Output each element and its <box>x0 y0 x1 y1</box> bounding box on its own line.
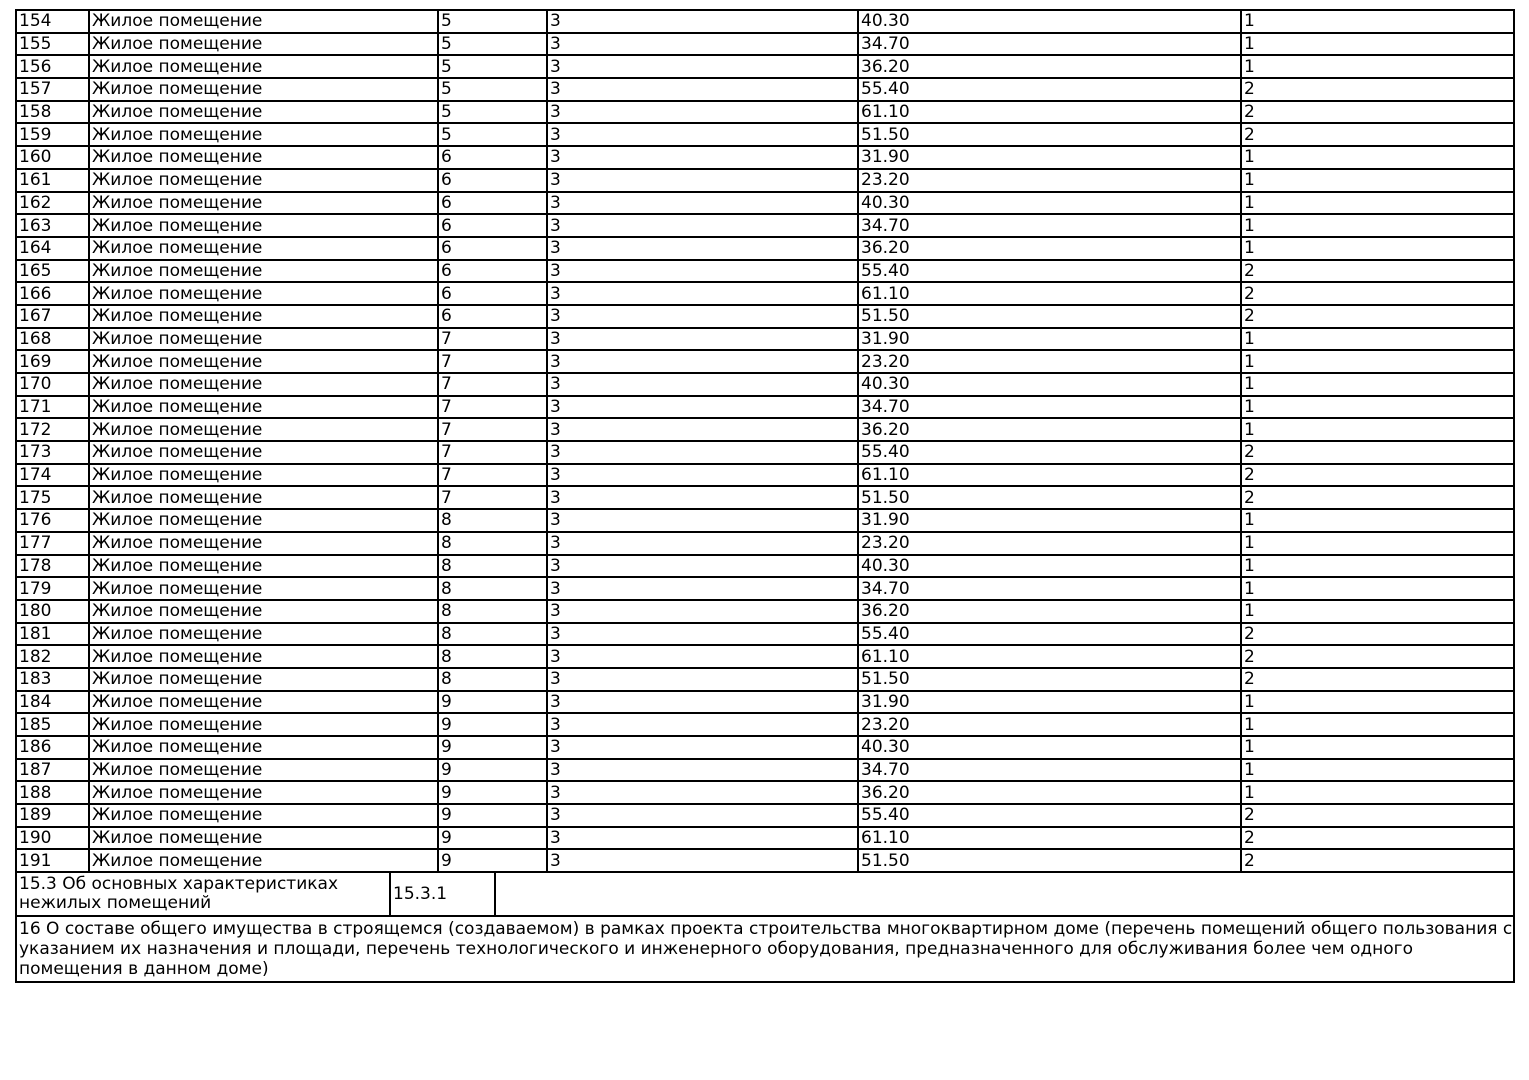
floor-cell: 5 <box>438 101 547 124</box>
entrance-cell: 3 <box>547 78 858 101</box>
entrance-cell: 3 <box>547 396 858 419</box>
floor-cell: 8 <box>438 577 547 600</box>
area-cell: 34.70 <box>858 759 1241 782</box>
area-cell: 51.50 <box>858 486 1241 509</box>
table-row <box>16 328 1514 351</box>
floor-cell: 7 <box>438 350 547 373</box>
unit-number-cell: 186 <box>16 736 89 759</box>
unit-number-cell: 162 <box>16 192 89 215</box>
unit-purpose-cell: Жилое помещение <box>89 214 438 237</box>
rooms-cell: 2 <box>1241 260 1514 283</box>
unit-number-cell: 156 <box>16 55 89 78</box>
unit-number-cell: 177 <box>16 532 89 555</box>
unit-number-cell: 176 <box>16 509 89 532</box>
unit-number-cell: 185 <box>16 713 89 736</box>
area-cell: 23.20 <box>858 350 1241 373</box>
table-row <box>16 396 1514 419</box>
unit-purpose-cell: Жилое помещение <box>89 736 438 759</box>
unit-number-cell: 157 <box>16 78 89 101</box>
floor-cell: 9 <box>438 713 547 736</box>
area-cell: 36.20 <box>858 600 1241 623</box>
unit-number-cell: 181 <box>16 623 89 646</box>
area-cell: 40.30 <box>858 10 1241 33</box>
unit-purpose-cell: Жилое помещение <box>89 373 438 396</box>
unit-purpose-cell: Жилое помещение <box>89 600 438 623</box>
entrance-cell: 3 <box>547 10 858 33</box>
table-row <box>16 759 1514 782</box>
rooms-cell: 1 <box>1241 396 1514 419</box>
table-row <box>16 305 1514 328</box>
rooms-cell: 2 <box>1241 305 1514 328</box>
rooms-cell: 2 <box>1241 849 1514 872</box>
rooms-cell: 2 <box>1241 123 1514 146</box>
unit-number-cell: 174 <box>16 464 89 487</box>
entrance-cell: 3 <box>547 282 858 305</box>
area-cell: 23.20 <box>858 532 1241 555</box>
rooms-cell: 1 <box>1241 555 1514 578</box>
entrance-cell: 3 <box>547 668 858 691</box>
unit-number-cell: 161 <box>16 169 89 192</box>
floor-cell: 5 <box>438 123 547 146</box>
unit-number-cell: 155 <box>16 33 89 56</box>
unit-number-cell: 169 <box>16 350 89 373</box>
area-cell: 55.40 <box>858 260 1241 283</box>
section-15-3-value <box>495 872 1514 916</box>
floor-cell: 6 <box>438 214 547 237</box>
table-row <box>16 781 1514 804</box>
rooms-cell: 2 <box>1241 464 1514 487</box>
unit-number-cell: 189 <box>16 804 89 827</box>
table-row <box>16 373 1514 396</box>
entrance-cell: 3 <box>547 464 858 487</box>
area-cell: 40.30 <box>858 555 1241 578</box>
unit-purpose-cell: Жилое помещение <box>89 759 438 782</box>
unit-number-cell: 154 <box>16 10 89 33</box>
unit-number-cell: 171 <box>16 396 89 419</box>
entrance-cell: 3 <box>547 101 858 124</box>
floor-cell: 9 <box>438 691 547 714</box>
rooms-cell: 1 <box>1241 713 1514 736</box>
rooms-cell: 1 <box>1241 781 1514 804</box>
rooms-cell: 1 <box>1241 577 1514 600</box>
entrance-cell: 3 <box>547 146 858 169</box>
entrance-cell: 3 <box>547 713 858 736</box>
floor-cell: 9 <box>438 759 547 782</box>
area-cell: 34.70 <box>858 577 1241 600</box>
floor-cell: 5 <box>438 55 547 78</box>
entrance-cell: 3 <box>547 691 858 714</box>
floor-cell: 6 <box>438 260 547 283</box>
unit-purpose-cell: Жилое помещение <box>89 645 438 668</box>
table-row <box>16 532 1514 555</box>
unit-number-cell: 166 <box>16 282 89 305</box>
floor-cell: 6 <box>438 146 547 169</box>
rooms-cell: 1 <box>1241 759 1514 782</box>
unit-number-cell: 184 <box>16 691 89 714</box>
floor-cell: 9 <box>438 849 547 872</box>
unit-number-cell: 178 <box>16 555 89 578</box>
unit-purpose-cell: Жилое помещение <box>89 282 438 305</box>
unit-number-cell: 180 <box>16 600 89 623</box>
rooms-cell: 2 <box>1241 623 1514 646</box>
entrance-cell: 3 <box>547 623 858 646</box>
area-cell: 61.10 <box>858 101 1241 124</box>
area-cell: 40.30 <box>858 373 1241 396</box>
unit-purpose-cell: Жилое помещение <box>89 169 438 192</box>
area-cell: 51.50 <box>858 305 1241 328</box>
area-cell: 36.20 <box>858 55 1241 78</box>
rooms-cell: 1 <box>1241 10 1514 33</box>
table-row <box>16 169 1514 192</box>
entrance-cell: 3 <box>547 532 858 555</box>
unit-number-cell: 190 <box>16 827 89 850</box>
table-row <box>16 486 1514 509</box>
rooms-cell: 1 <box>1241 33 1514 56</box>
unit-purpose-cell: Жилое помещение <box>89 260 438 283</box>
unit-purpose-cell: Жилое помещение <box>89 396 438 419</box>
floor-cell: 8 <box>438 623 547 646</box>
floor-cell: 5 <box>438 10 547 33</box>
table-row <box>16 237 1514 260</box>
unit-purpose-cell: Жилое помещение <box>89 849 438 872</box>
rooms-cell: 1 <box>1241 350 1514 373</box>
unit-number-cell: 175 <box>16 486 89 509</box>
entrance-cell: 3 <box>547 781 858 804</box>
unit-number-cell: 159 <box>16 123 89 146</box>
area-cell: 61.10 <box>858 645 1241 668</box>
unit-number-cell: 172 <box>16 418 89 441</box>
entrance-cell: 3 <box>547 260 858 283</box>
entrance-cell: 3 <box>547 555 858 578</box>
entrance-cell: 3 <box>547 33 858 56</box>
unit-purpose-cell: Жилое помещение <box>89 418 438 441</box>
table-row <box>16 827 1514 850</box>
entrance-cell: 3 <box>547 237 858 260</box>
floor-cell: 8 <box>438 668 547 691</box>
entrance-cell: 3 <box>547 759 858 782</box>
table-row <box>16 645 1514 668</box>
area-cell: 31.90 <box>858 691 1241 714</box>
area-cell: 31.90 <box>858 509 1241 532</box>
unit-number-cell: 191 <box>16 849 89 872</box>
rooms-cell: 1 <box>1241 373 1514 396</box>
unit-purpose-cell: Жилое помещение <box>89 464 438 487</box>
unit-number-cell: 158 <box>16 101 89 124</box>
unit-purpose-cell: Жилое помещение <box>89 237 438 260</box>
floor-cell: 6 <box>438 192 547 215</box>
entrance-cell: 3 <box>547 827 858 850</box>
document-page <box>15 9 1513 983</box>
floor-cell: 8 <box>438 645 547 668</box>
table-row <box>16 260 1514 283</box>
entrance-cell: 3 <box>547 55 858 78</box>
unit-purpose-cell: Жилое помещение <box>89 350 438 373</box>
unit-purpose-cell: Жилое помещение <box>89 78 438 101</box>
entrance-cell: 3 <box>547 736 858 759</box>
area-cell: 31.90 <box>858 146 1241 169</box>
unit-purpose-cell: Жилое помещение <box>89 668 438 691</box>
units-table-body <box>16 10 1514 872</box>
unit-purpose-cell: Жилое помещение <box>89 577 438 600</box>
unit-purpose-cell: Жилое помещение <box>89 33 438 56</box>
area-cell: 55.40 <box>858 804 1241 827</box>
rooms-cell: 1 <box>1241 509 1514 532</box>
rooms-cell: 1 <box>1241 418 1514 441</box>
table-row <box>16 350 1514 373</box>
unit-purpose-cell: Жилое помещение <box>89 146 438 169</box>
rooms-cell: 1 <box>1241 532 1514 555</box>
unit-purpose-cell: Жилое помещение <box>89 10 438 33</box>
rooms-cell: 1 <box>1241 600 1514 623</box>
section-15-3-label: 15.3 Об основных характеристиках нежилых помещений <box>16 872 390 916</box>
table-row <box>16 713 1514 736</box>
table-row <box>16 101 1514 124</box>
entrance-cell: 3 <box>547 600 858 623</box>
table-row <box>16 33 1514 56</box>
floor-cell: 9 <box>438 804 547 827</box>
table-row <box>16 441 1514 464</box>
unit-number-cell: 183 <box>16 668 89 691</box>
entrance-cell: 3 <box>547 804 858 827</box>
unit-purpose-cell: Жилое помещение <box>89 123 438 146</box>
area-cell: 51.50 <box>858 668 1241 691</box>
table-row <box>16 146 1514 169</box>
floor-cell: 6 <box>438 282 547 305</box>
rooms-cell: 2 <box>1241 101 1514 124</box>
area-cell: 51.50 <box>858 849 1241 872</box>
entrance-cell: 3 <box>547 350 858 373</box>
unit-purpose-cell: Жилое помещение <box>89 101 438 124</box>
area-cell: 36.20 <box>858 781 1241 804</box>
unit-number-cell: 173 <box>16 441 89 464</box>
unit-purpose-cell: Жилое помещение <box>89 441 438 464</box>
table-row <box>16 282 1514 305</box>
rooms-cell: 2 <box>1241 804 1514 827</box>
area-cell: 61.10 <box>858 282 1241 305</box>
unit-number-cell: 164 <box>16 237 89 260</box>
floor-cell: 7 <box>438 418 547 441</box>
unit-number-cell: 170 <box>16 373 89 396</box>
rooms-cell: 2 <box>1241 441 1514 464</box>
table-row <box>16 736 1514 759</box>
entrance-cell: 3 <box>547 305 858 328</box>
rooms-cell: 2 <box>1241 645 1514 668</box>
rooms-cell: 2 <box>1241 668 1514 691</box>
table-row <box>16 55 1514 78</box>
area-cell: 55.40 <box>858 441 1241 464</box>
floor-cell: 8 <box>438 600 547 623</box>
unit-number-cell: 182 <box>16 645 89 668</box>
entrance-cell: 3 <box>547 645 858 668</box>
unit-number-cell: 167 <box>16 305 89 328</box>
table-row <box>16 418 1514 441</box>
area-cell: 31.90 <box>858 328 1241 351</box>
table-row <box>16 214 1514 237</box>
section-16-text: 16 О составе общего имущества в строящемся (создаваемом) в рамках проекта строительства многоквартирном доме (перечень помещений общего пользования с указанием их назначения и площади, перечень технологического и инженерного оборудования, предназначенного для обслуживания более чем одного помещения в данном доме) <box>15 917 1515 983</box>
floor-cell: 8 <box>438 532 547 555</box>
entrance-cell: 3 <box>547 509 858 532</box>
unit-number-cell: 188 <box>16 781 89 804</box>
area-cell: 40.30 <box>858 192 1241 215</box>
floor-cell: 7 <box>438 396 547 419</box>
entrance-cell: 3 <box>547 169 858 192</box>
area-cell: 55.40 <box>858 78 1241 101</box>
floor-cell: 9 <box>438 827 547 850</box>
entrance-cell: 3 <box>547 214 858 237</box>
unit-purpose-cell: Жилое помещение <box>89 532 438 555</box>
rooms-cell: 2 <box>1241 827 1514 850</box>
table-row <box>16 577 1514 600</box>
floor-cell: 6 <box>438 305 547 328</box>
rooms-cell: 2 <box>1241 78 1514 101</box>
table-row <box>16 623 1514 646</box>
floor-cell: 7 <box>438 486 547 509</box>
table-row <box>16 123 1514 146</box>
unit-purpose-cell: Жилое помещение <box>89 713 438 736</box>
table-row <box>16 849 1514 872</box>
unit-purpose-cell: Жилое помещение <box>89 55 438 78</box>
unit-purpose-cell: Жилое помещение <box>89 305 438 328</box>
area-cell: 23.20 <box>858 713 1241 736</box>
area-cell: 55.40 <box>858 623 1241 646</box>
table-row <box>16 804 1514 827</box>
floor-cell: 6 <box>438 237 547 260</box>
floor-cell: 7 <box>438 464 547 487</box>
unit-number-cell: 165 <box>16 260 89 283</box>
rooms-cell: 1 <box>1241 192 1514 215</box>
unit-purpose-cell: Жилое помещение <box>89 623 438 646</box>
area-cell: 23.20 <box>858 169 1241 192</box>
floor-cell: 8 <box>438 555 547 578</box>
unit-purpose-cell: Жилое помещение <box>89 781 438 804</box>
entrance-cell: 3 <box>547 441 858 464</box>
rooms-cell: 1 <box>1241 169 1514 192</box>
unit-purpose-cell: Жилое помещение <box>89 804 438 827</box>
entrance-cell: 3 <box>547 418 858 441</box>
floor-cell: 9 <box>438 781 547 804</box>
rooms-cell: 2 <box>1241 282 1514 305</box>
unit-number-cell: 187 <box>16 759 89 782</box>
floor-cell: 5 <box>438 33 547 56</box>
entrance-cell: 3 <box>547 849 858 872</box>
unit-number-cell: 168 <box>16 328 89 351</box>
rooms-cell: 1 <box>1241 328 1514 351</box>
table-row <box>16 464 1514 487</box>
rooms-cell: 1 <box>1241 736 1514 759</box>
floor-cell: 7 <box>438 373 547 396</box>
section-15-3-row <box>16 872 1514 916</box>
unit-number-cell: 160 <box>16 146 89 169</box>
rooms-cell: 1 <box>1241 691 1514 714</box>
entrance-cell: 3 <box>547 328 858 351</box>
area-cell: 34.70 <box>858 33 1241 56</box>
unit-purpose-cell: Жилое помещение <box>89 328 438 351</box>
rooms-cell: 1 <box>1241 237 1514 260</box>
floor-cell: 8 <box>438 509 547 532</box>
table-row <box>16 192 1514 215</box>
entrance-cell: 3 <box>547 123 858 146</box>
unit-number-cell: 163 <box>16 214 89 237</box>
area-cell: 34.70 <box>858 214 1241 237</box>
unit-purpose-cell: Жилое помещение <box>89 509 438 532</box>
floor-cell: 9 <box>438 736 547 759</box>
rooms-cell: 1 <box>1241 146 1514 169</box>
unit-number-cell: 179 <box>16 577 89 600</box>
area-cell: 51.50 <box>858 123 1241 146</box>
rooms-cell: 1 <box>1241 214 1514 237</box>
area-cell: 36.20 <box>858 237 1241 260</box>
table-row <box>16 691 1514 714</box>
unit-purpose-cell: Жилое помещение <box>89 486 438 509</box>
unit-purpose-cell: Жилое помещение <box>89 192 438 215</box>
unit-purpose-cell: Жилое помещение <box>89 555 438 578</box>
area-cell: 40.30 <box>858 736 1241 759</box>
floor-cell: 7 <box>438 441 547 464</box>
entrance-cell: 3 <box>547 192 858 215</box>
table-row <box>16 668 1514 691</box>
section-15-3-code: 15.3.1 <box>390 872 495 916</box>
rooms-cell: 2 <box>1241 486 1514 509</box>
table-row <box>16 509 1514 532</box>
floor-cell: 5 <box>438 78 547 101</box>
floor-cell: 6 <box>438 169 547 192</box>
area-cell: 61.10 <box>858 827 1241 850</box>
table-row <box>16 555 1514 578</box>
table-row <box>16 10 1514 33</box>
unit-purpose-cell: Жилое помещение <box>89 691 438 714</box>
units-table <box>15 9 1515 873</box>
entrance-cell: 3 <box>547 577 858 600</box>
area-cell: 34.70 <box>858 396 1241 419</box>
rooms-cell: 1 <box>1241 55 1514 78</box>
area-cell: 36.20 <box>858 418 1241 441</box>
table-row <box>16 78 1514 101</box>
section-15-3-table <box>15 871 1515 917</box>
entrance-cell: 3 <box>547 373 858 396</box>
table-row <box>16 600 1514 623</box>
entrance-cell: 3 <box>547 486 858 509</box>
area-cell: 61.10 <box>858 464 1241 487</box>
unit-purpose-cell: Жилое помещение <box>89 827 438 850</box>
floor-cell: 7 <box>438 328 547 351</box>
